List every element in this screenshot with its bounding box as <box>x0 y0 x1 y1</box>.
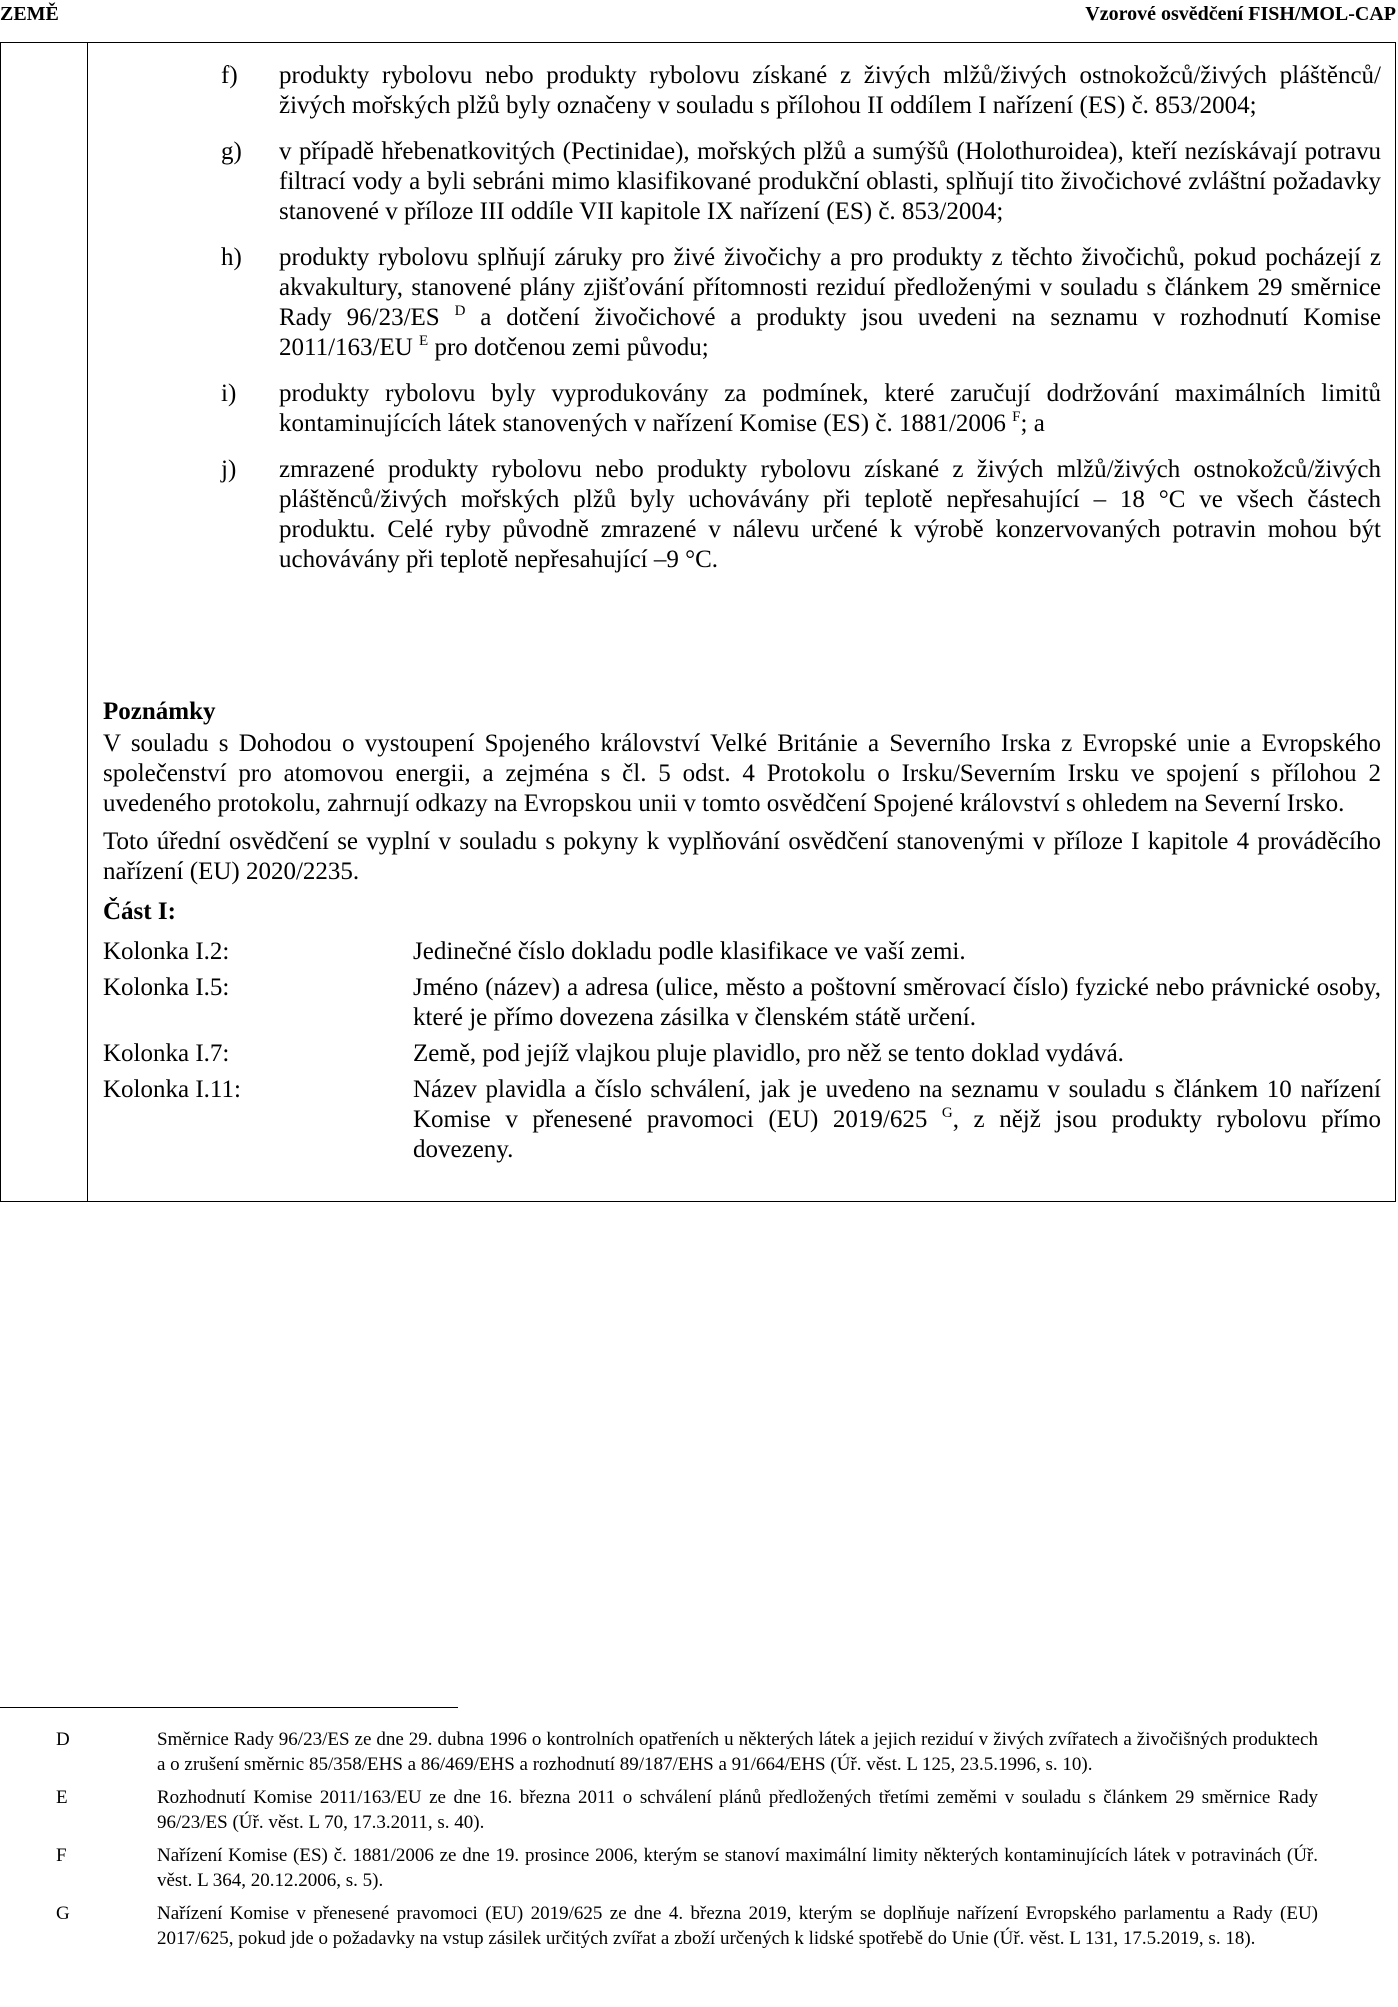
footnotes <box>0 1727 1318 1959</box>
footnote-mark: E <box>56 1787 68 1808</box>
box-value: Jedinečné číslo dokladu podle klasifikace ve vaší zemi. <box>413 938 966 965</box>
box-row-i7 <box>103 1039 1381 1069</box>
item-label: g) <box>221 138 242 165</box>
part-heading: Část I: <box>103 898 176 925</box>
item-label: j) <box>221 456 237 483</box>
footnote-text: Rozhodnutí Komise 2011/163/EU ze dne 16. března 2011 o schválení plánů předložených třetími zeměmi v souladu s článkem 29 směrnice Rady 96/23/ES (Úř. věst. L 70, 17.3.2011, s. 40). <box>157 1787 1318 1833</box>
footnote-mark: F <box>56 1845 67 1866</box>
item-label: i) <box>221 380 237 407</box>
item-text: produkty rybolovu byly vyprodukovány za podmínek, které zaručují dodržování maximálních limitů kontaminujících látek stanovených v nařízení Komise (ES) č. 1881/2006 $^F$; a <box>279 380 1381 437</box>
item-f <box>103 61 1381 121</box>
item-label: h) <box>221 244 242 271</box>
footnote-g <box>0 1901 1318 1951</box>
box-key: Kolonka I.5: <box>103 974 230 1001</box>
notes-heading: Poznámky <box>103 698 216 725</box>
box-key: Kolonka I.7: <box>103 1040 230 1067</box>
certificate-frame <box>0 42 1396 1202</box>
item-text: v případě hřebenatkovitých (Pectinidae), mořských plžů a sumýšů (Holothuroidea), kteří nezískávají potravu filtrací vody a byli sebráni mimo klasifikované produkční oblasti, splňují tito živočichové zvláštní požadavky stanovené v příloze III oddíle VII kapitole IX nařízení (ES) č. 853/2004; <box>279 138 1381 225</box>
footnote-text: Směrnice Rady 96/23/ES ze dne 29. dubna 1996 o kontrolních opatřeních u některých látek a jejich reziduí v živých zvířatech a živočišných produktech a o zrušení směrnic 85/358/EHS a 86/469/EHS a rozhodnutí 89/187/EHS a 91/664/EHS (Úř. věst. L 125, 23.5.1996, s. 10). <box>157 1729 1318 1775</box>
notes-paragraph-2: Toto úřední osvědčení se vyplní v souladu s pokyny k vyplňování osvědčení stanovenými v příloze I kapitole 4 prováděcího nařízení (EU) 2020/2235. <box>103 828 1381 885</box>
box-value: Země, pod jejíž vlajkou pluje plavidlo, pro něž se tento doklad vydává. <box>413 1040 1124 1067</box>
item-label: f) <box>221 62 238 89</box>
box-row-i5 <box>103 973 1381 1033</box>
certificate-content <box>103 61 1381 591</box>
footnote-e <box>0 1785 1318 1835</box>
notes-paragraph-1: V souladu s Dohodou o vystoupení Spojeného království Velké Británie a Severního Irska z Evropské unie a Evropského společenství pro atomovou energii, a zejména s čl. 5 odst. 4 Protokolu o Irsku/Severním Irsku ve spojení s přílohou 2 uvedeného protokolu, zahrnují odkazy na Evropskou unii v tomto osvědčení Spojené království s ohledem na Severní Irsko. <box>103 730 1381 817</box>
header-certificate-title: Vzorové osvědčení FISH/MOL-CAP <box>1085 3 1396 25</box>
footnote-text: Nařízení Komise (ES) č. 1881/2006 ze dne 19. prosince 2006, kterým se stanoví maximální limity některých kontaminujících látek v potravinách (Úř. věst. L 364, 20.12.2006, s. 5). <box>157 1845 1318 1891</box>
footnote-mark: D <box>56 1729 70 1750</box>
footnote-ref-e: E <box>419 333 429 349</box>
item-g <box>103 137 1381 227</box>
footnote-ref-f: F <box>1012 409 1021 425</box>
footnote-text: Nařízení Komise v přenesené pravomoci (EU) 2019/625 ze dne 4. března 2019, kterým se doplňuje nařízení Evropského parlamentu a Rady (EU) 2017/625, pokud jde o požadavky na vstup zásilek určitých zvířat a zboží určených k lidské spotřebě do Unie (Úř. věst. L 131, 17.5.2019, s. 18). <box>157 1903 1318 1949</box>
item-i <box>103 379 1381 439</box>
footnote-mark: G <box>56 1903 70 1924</box>
box-key: Kolonka I.11: <box>103 1076 241 1103</box>
box-value: Název plavidla a číslo schválení, jak je uvedeno na seznamu v souladu s článkem 10 nařízení Komise v přenesené pravomoci (EU) 2019/625 $^G$, z nějž jsou produkty rybolovu přímo dovezeny. <box>413 1076 1381 1163</box>
box-value: Jméno (název) a adresa (ulice, město a poštovní směrovací číslo) fyzické nebo právnické osoby, které je přímo dovezena zásilka v členském státě určení. <box>413 974 1381 1031</box>
footnote-f <box>0 1843 1318 1893</box>
header-country: ZEMĚ <box>0 3 59 25</box>
item-j <box>103 455 1381 575</box>
item-h <box>103 243 1381 363</box>
box-key: Kolonka I.2: <box>103 938 230 965</box>
frame-divider <box>87 43 88 1201</box>
footnote-d <box>0 1727 1318 1777</box>
footnote-separator <box>0 1707 458 1708</box>
box-row-i2 <box>103 937 1381 967</box>
footnote-ref-g: G <box>941 1105 953 1121</box>
box-row-i11 <box>103 1075 1381 1165</box>
notes-section <box>103 683 1381 1171</box>
footnote-ref-d: D <box>454 303 466 319</box>
item-text: produkty rybolovu splňují záruky pro živé živočichy a pro produkty z těchto živočichů, pokud pocházejí z akvakultury, stanovené plány zjišťování přítomnosti reziduí předloženými v souladu s článkem 29 směrnice Rady 96/23/ES $^D$ a dotčení živočichové a produkty jsou uvedeni na seznamu v rozhodnutí Komise 2011/163/EU $^E$ pro dotčenou zemi původu; <box>279 244 1381 361</box>
item-text: zmrazené produkty rybolovu nebo produkty rybolovu získané z živých mlžů/živých ostnokožců/živých pláštěnců/živých mořských plžů byly uchovávány při teplotě nepřesahující – 18 °C ve všech částech produktu. Celé ryby původně zmrazené v nálevu určené k výrobě konzervovaných potravin mohou být uchovávány při teplotě nepřesahující –9 °C. <box>279 456 1381 573</box>
item-text: produkty rybolovu nebo produkty rybolovu získané z živých mlžů/živých ostnokožců/živých pláštěnců/živých mořských plžů byly označeny v souladu s přílohou II oddílem I nařízení (ES) č. 853/2004; <box>279 62 1381 119</box>
